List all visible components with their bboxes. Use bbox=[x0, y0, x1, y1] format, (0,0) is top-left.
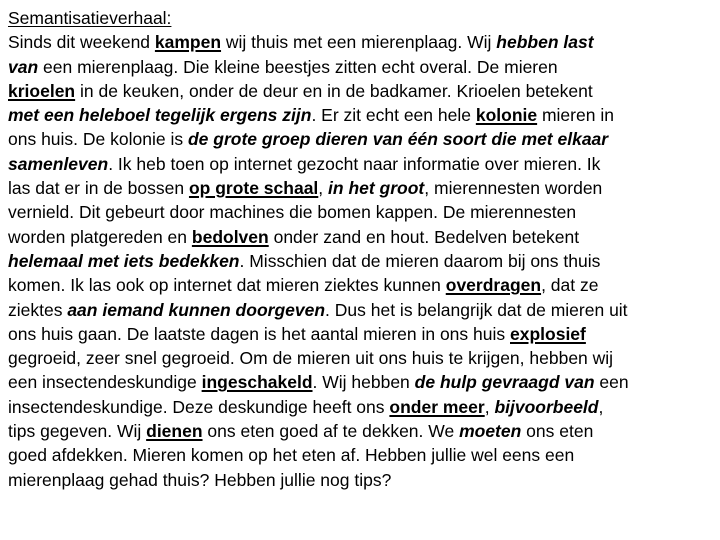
text-segment: las dat er in de bossen bbox=[8, 178, 189, 199]
text-segment: komen. Ik las ook op internet dat mieren ziektes kunnen bbox=[8, 275, 446, 296]
text-segment: mieren in bbox=[537, 105, 614, 126]
text-line bbox=[8, 249, 712, 273]
text-segment: tips gegeven. Wij bbox=[8, 421, 147, 442]
word-definition: de hulp gevraagd van bbox=[414, 372, 595, 393]
document-title: Semantisatieverhaal: bbox=[8, 8, 172, 28]
text-segment: ons eten goed af te dekken. We bbox=[202, 421, 460, 442]
text-segment: , bbox=[598, 396, 604, 417]
vocabulary-word: kampen bbox=[154, 32, 222, 53]
vocabulary-word: bedolven bbox=[191, 226, 269, 247]
text-segment: wij thuis met een mierenplaag. Wij bbox=[221, 32, 497, 53]
vocabulary-word: onder meer bbox=[389, 396, 485, 417]
text-segment: een mierenplaag. Die kleine beestjes zitten echt overal. De mieren bbox=[38, 56, 558, 77]
text-segment: . Misschien dat de mieren daarom bij ons thuis bbox=[239, 250, 601, 271]
text-segment: ons huis. De kolonie is bbox=[8, 129, 188, 150]
text-line bbox=[8, 298, 712, 322]
vocabulary-word: op grote schaal bbox=[188, 178, 319, 199]
text-line bbox=[8, 127, 712, 151]
text-line bbox=[8, 443, 712, 467]
text-line bbox=[8, 322, 712, 346]
word-definition: van bbox=[8, 56, 39, 77]
text-line bbox=[8, 79, 712, 103]
text-segment: een bbox=[594, 372, 629, 393]
word-definition: samenleven bbox=[8, 153, 109, 174]
text-segment: een insectendeskundige bbox=[8, 372, 202, 393]
vocabulary-word: dienen bbox=[146, 421, 203, 442]
text-line bbox=[8, 346, 712, 370]
text-segment: worden platgereden en bbox=[8, 226, 192, 247]
text-segment: ons huis gaan. De laatste dagen is het aantal mieren in ons huis bbox=[8, 323, 510, 344]
word-definition: met een heleboel tegelijk ergens zijn bbox=[8, 105, 312, 126]
word-definition: aan iemand kunnen doorgeven bbox=[67, 299, 326, 320]
text-segment: onder zand en hout. Bedelven betekent bbox=[268, 226, 580, 247]
text-segment: in de keuken, onder de deur en in de badkamer. Krioelen betekent bbox=[75, 80, 593, 101]
vocabulary-word: overdragen bbox=[445, 275, 542, 296]
text-segment: vernield. Dit gebeurt door machines die bomen kappen. De mierennesten bbox=[8, 202, 577, 223]
word-definition: moeten bbox=[459, 421, 522, 442]
word-definition: hebben last bbox=[496, 32, 594, 53]
text-segment: goed afdekken. Mieren komen op het eten af. Hebben jullie wel eens een bbox=[8, 445, 575, 466]
text-segment: , bbox=[318, 178, 329, 199]
text-segment: , mierennesten worden bbox=[424, 178, 603, 199]
text-segment: . Er zit echt een hele bbox=[311, 105, 476, 126]
text-segment: , bbox=[484, 396, 495, 417]
text-segment: . Wij hebben bbox=[312, 372, 415, 393]
text-line bbox=[8, 225, 712, 249]
text-segment: insectendeskundige. Deze deskundige heeft ons bbox=[8, 396, 390, 417]
text-line bbox=[8, 419, 712, 443]
text-line bbox=[8, 395, 712, 419]
vocabulary-word: ingeschakeld bbox=[201, 372, 313, 393]
text-segment: ons eten bbox=[521, 421, 594, 442]
text-line bbox=[8, 103, 712, 127]
vocabulary-word: krioelen bbox=[8, 80, 76, 101]
text-segment: Sinds dit weekend bbox=[8, 32, 155, 53]
text-segment: ziektes bbox=[8, 299, 68, 320]
word-definition: helemaal met iets bedekken bbox=[8, 250, 240, 271]
text-segment: . Ik heb toen op internet gezocht naar informatie over mieren. Ik bbox=[108, 153, 601, 174]
text-line bbox=[8, 152, 712, 176]
word-definition: bijvoorbeeld bbox=[494, 396, 599, 417]
text-line bbox=[8, 273, 712, 297]
text-line bbox=[8, 55, 712, 79]
text-line bbox=[8, 30, 712, 54]
text-line bbox=[8, 200, 712, 224]
text-line bbox=[8, 468, 712, 492]
text-segment: gegroeid, zeer snel gegroeid. Om de mieren uit ons huis te krijgen, hebben wij bbox=[8, 348, 614, 369]
text-segment: , dat ze bbox=[541, 275, 599, 296]
text-segment: . Dus het is belangrijk dat de mieren uit bbox=[325, 299, 628, 320]
word-definition: de grote groep dieren van één soort die met elkaar bbox=[187, 129, 609, 150]
document-body bbox=[8, 30, 712, 492]
vocabulary-word: kolonie bbox=[475, 105, 538, 126]
word-definition: in het groot bbox=[328, 178, 425, 199]
text-segment: mierenplaag gehad thuis? Hebben jullie nog tips? bbox=[8, 469, 392, 490]
text-line bbox=[8, 370, 712, 394]
text-line bbox=[8, 176, 712, 200]
vocabulary-word: explosief bbox=[510, 323, 586, 344]
